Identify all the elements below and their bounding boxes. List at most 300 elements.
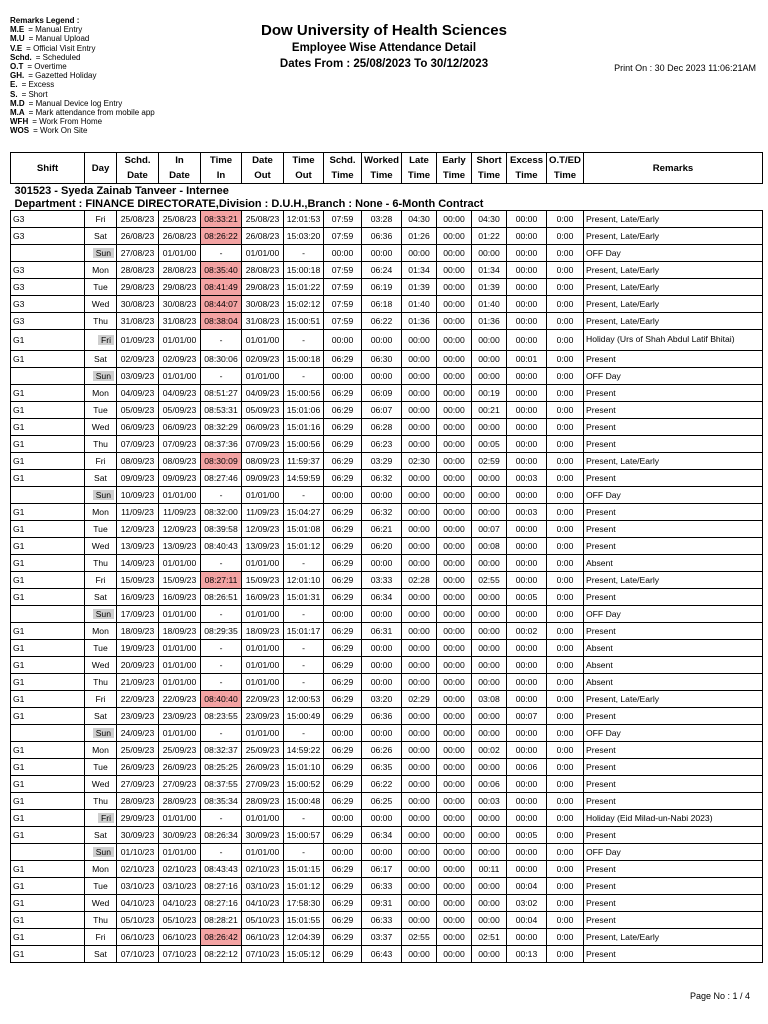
cell-schd-time: 06:29 [324,521,362,538]
cell-ot: 0:00 [547,453,584,470]
cell-time-in: - [201,245,242,262]
cell-time-out: 15:00:52 [284,776,324,793]
table-row [11,504,763,521]
cell-excess: 00:00 [507,674,547,691]
table-row [11,929,763,946]
cell-time-out: - [284,555,324,572]
cell-remarks: Present [584,861,763,878]
cell-time-in: - [201,810,242,827]
cell-excess: 00:00 [507,572,547,589]
cell-schd: 27/09/23 [117,776,159,793]
cell-in-date: 01/01/00 [159,725,201,742]
cell-short: 00:00 [472,827,507,844]
cell-date-out: 01/01/00 [242,555,284,572]
cell-time-in: 08:43:43 [201,861,242,878]
table-row [11,453,763,470]
cell-shift: G1 [11,691,85,708]
cell-short: 00:00 [472,708,507,725]
cell-in-date: 01/01/00 [159,245,201,262]
cell-shift [11,368,85,385]
cell-time-in: - [201,487,242,504]
cell-time-in: - [201,844,242,861]
cell-time-out: 15:01:06 [284,402,324,419]
cell-worked: 00:00 [362,640,402,657]
table-row [11,436,763,453]
cell-date-out: 04/10/23 [242,895,284,912]
cell-date-out: 07/09/23 [242,436,284,453]
cell-short: 00:00 [472,640,507,657]
cell-day: Fri [85,211,117,228]
cell-early: 00:00 [437,708,472,725]
cell-worked: 06:07 [362,402,402,419]
cell-schd: 18/09/23 [117,623,159,640]
cell-shift [11,487,85,504]
cell-remarks: Present, Late/Early [584,262,763,279]
cell-schd: 24/09/23 [117,725,159,742]
cell-schd-time: 07:59 [324,262,362,279]
table-row [11,878,763,895]
cell-ot: 0:00 [547,742,584,759]
cell-excess: 00:05 [507,589,547,606]
cell-schd: 16/09/23 [117,589,159,606]
cell-late: 00:00 [402,504,437,521]
cell-ot: 0:00 [547,725,584,742]
cell-worked: 06:36 [362,228,402,245]
column-header: Shift [11,153,85,184]
table-row [11,674,763,691]
cell-excess: 00:00 [507,521,547,538]
cell-ot: 0:00 [547,691,584,708]
column-header: Remarks [584,153,763,184]
cell-worked: 06:34 [362,827,402,844]
cell-day: Fri [85,929,117,946]
cell-in-date: 01/01/00 [159,368,201,385]
cell-late: 00:00 [402,793,437,810]
cell-time-in: 08:27:16 [201,895,242,912]
cell-remarks: Absent [584,640,763,657]
cell-worked: 06:33 [362,878,402,895]
cell-date-out: 07/10/23 [242,946,284,963]
cell-time-out: 15:03:20 [284,228,324,245]
cell-day: Mon [85,742,117,759]
legend-item: M.D = Manual Device log Entry [10,98,123,108]
cell-ot: 0:00 [547,827,584,844]
table-row [11,521,763,538]
cell-date-out: 13/09/23 [242,538,284,555]
cell-in-date: 31/08/23 [159,313,201,330]
report-title: Employee Wise Attendance Detail [291,42,477,54]
cell-remarks: Holiday (Eid Milad-un-Nabi 2023) [584,810,763,827]
cell-day: Tue [85,402,117,419]
cell-in-date: 06/09/23 [159,419,201,436]
print-timestamp: Print On : 30 Dec 2023 11:06:21AM [614,63,756,73]
cell-ot: 0:00 [547,708,584,725]
cell-short: 00:00 [472,674,507,691]
cell-in-date: 30/08/23 [159,296,201,313]
cell-date-out: 01/01/00 [242,657,284,674]
cell-day: Mon [85,861,117,878]
cell-schd-time: 06:29 [324,657,362,674]
cell-early: 00:00 [437,330,472,351]
cell-schd-time: 07:59 [324,296,362,313]
cell-excess: 00:00 [507,245,547,262]
cell-day: Fri [85,691,117,708]
cell-early: 00:00 [437,810,472,827]
cell-schd: 26/08/23 [117,228,159,245]
cell-time-in: 08:51:27 [201,385,242,402]
cell-day: Mon [85,504,117,521]
cell-early: 00:00 [437,504,472,521]
cell-excess: 00:00 [507,279,547,296]
cell-schd: 01/10/23 [117,844,159,861]
cell-ot: 0:00 [547,929,584,946]
cell-schd-time: 00:00 [324,368,362,385]
cell-time-out: 15:00:56 [284,436,324,453]
cell-time-in: 08:23:55 [201,708,242,725]
cell-excess: 00:00 [507,228,547,245]
cell-time-out: 12:00:53 [284,691,324,708]
cell-schd-time: 07:59 [324,313,362,330]
cell-schd: 03/09/23 [117,368,159,385]
table-row [11,470,763,487]
cell-short: 00:00 [472,878,507,895]
cell-shift: G1 [11,759,85,776]
cell-time-in: 08:26:34 [201,827,242,844]
cell-schd: 04/10/23 [117,895,159,912]
cell-late: 00:00 [402,623,437,640]
cell-shift: G3 [11,211,85,228]
cell-day: Mon [85,623,117,640]
column-header: Early [437,153,472,169]
cell-schd: 04/09/23 [117,385,159,402]
cell-remarks: Present [584,776,763,793]
cell-shift: G1 [11,742,85,759]
cell-early: 00:00 [437,878,472,895]
cell-schd: 08/09/23 [117,453,159,470]
cell-day: Sun [85,606,117,623]
cell-early: 00:00 [437,262,472,279]
legend-item: M.E = Manual Entry [10,25,83,35]
cell-in-date: 01/01/00 [159,330,201,351]
column-header: Day [85,153,117,184]
cell-time-in: - [201,555,242,572]
cell-remarks: Present, Late/Early [584,453,763,470]
cell-schd: 28/09/23 [117,793,159,810]
cell-worked: 03:33 [362,572,402,589]
cell-time-in: 08:35:34 [201,793,242,810]
cell-short: 01:39 [472,279,507,296]
cell-date-out: 16/09/23 [242,589,284,606]
cell-shift: G3 [11,313,85,330]
table-row [11,245,763,262]
cell-in-date: 25/09/23 [159,742,201,759]
cell-remarks: Present [584,708,763,725]
cell-late: 01:36 [402,313,437,330]
cell-late: 00:00 [402,708,437,725]
cell-worked: 06:32 [362,504,402,521]
cell-date-out: 06/09/23 [242,419,284,436]
column-header-sub: Time [362,168,402,184]
cell-date-out: 25/09/23 [242,742,284,759]
cell-shift: G1 [11,385,85,402]
cell-schd: 05/09/23 [117,402,159,419]
cell-remarks: Absent [584,674,763,691]
cell-worked: 00:00 [362,606,402,623]
cell-early: 00:00 [437,691,472,708]
cell-late: 00:00 [402,844,437,861]
cell-time-in: 08:53:31 [201,402,242,419]
cell-excess: 00:03 [507,504,547,521]
cell-time-out: - [284,810,324,827]
cell-excess: 00:00 [507,262,547,279]
cell-schd-time: 06:29 [324,776,362,793]
cell-time-in: 08:25:25 [201,759,242,776]
cell-date-out: 08/09/23 [242,453,284,470]
university-title: Dow University of Health Sciences [261,22,507,39]
cell-schd-time: 00:00 [324,487,362,504]
cell-excess: 03:02 [507,895,547,912]
cell-schd: 30/08/23 [117,296,159,313]
cell-ot: 0:00 [547,419,584,436]
cell-late: 00:00 [402,742,437,759]
cell-short: 02:59 [472,453,507,470]
cell-in-date: 28/09/23 [159,793,201,810]
cell-schd: 25/08/23 [117,211,159,228]
cell-remarks: Absent [584,657,763,674]
column-header-sub: In [201,168,242,184]
column-header-sub: Date [159,168,201,184]
cell-schd-time: 07:59 [324,228,362,245]
cell-ot: 0:00 [547,759,584,776]
column-header-sub: Time [547,168,584,184]
column-header: Worked [362,153,402,169]
cell-late: 04:30 [402,211,437,228]
cell-remarks: OFF Day [584,245,763,262]
cell-schd: 29/08/23 [117,279,159,296]
cell-short: 00:00 [472,330,507,351]
cell-worked: 00:00 [362,368,402,385]
cell-day: Wed [85,419,117,436]
cell-worked: 06:31 [362,623,402,640]
table-row [11,657,763,674]
cell-schd: 27/08/23 [117,245,159,262]
column-header-sub: Time [437,168,472,184]
cell-shift: G1 [11,419,85,436]
cell-time-out: 15:00:18 [284,262,324,279]
cell-worked: 06:20 [362,538,402,555]
cell-short: 00:00 [472,912,507,929]
cell-time-out: - [284,330,324,351]
cell-shift: G1 [11,572,85,589]
cell-date-out: 11/09/23 [242,504,284,521]
table-row [11,895,763,912]
cell-schd: 13/09/23 [117,538,159,555]
cell-worked: 00:00 [362,674,402,691]
cell-day: Sat [85,589,117,606]
cell-time-in: 08:40:40 [201,691,242,708]
cell-worked: 06:30 [362,351,402,368]
cell-shift: G1 [11,793,85,810]
cell-late: 01:40 [402,296,437,313]
cell-time-out: 15:01:08 [284,521,324,538]
cell-in-date: 28/08/23 [159,262,201,279]
column-header: O.T/ED [547,153,584,169]
cell-time-in: 08:30:09 [201,453,242,470]
cell-schd: 02/09/23 [117,351,159,368]
legend-item: M.U = Manual Upload [10,34,90,44]
cell-day: Thu [85,436,117,453]
cell-early: 00:00 [437,245,472,262]
cell-short: 00:00 [472,810,507,827]
cell-short: 00:00 [472,759,507,776]
cell-schd: 23/09/23 [117,708,159,725]
cell-worked: 06:17 [362,861,402,878]
cell-shift: G1 [11,810,85,827]
cell-worked: 09:31 [362,895,402,912]
cell-in-date: 15/09/23 [159,572,201,589]
cell-day: Sat [85,708,117,725]
cell-date-out: 05/10/23 [242,912,284,929]
cell-day: Wed [85,657,117,674]
cell-early: 00:00 [437,368,472,385]
cell-short: 00:00 [472,606,507,623]
cell-shift [11,606,85,623]
cell-short: 00:00 [472,351,507,368]
cell-ot: 0:00 [547,555,584,572]
cell-schd-time: 06:29 [324,589,362,606]
cell-early: 00:00 [437,725,472,742]
cell-shift: G1 [11,657,85,674]
cell-remarks: Present, Late/Early [584,572,763,589]
cell-short: 00:00 [472,555,507,572]
cell-shift: G1 [11,555,85,572]
cell-excess: 00:00 [507,742,547,759]
cell-shift: G1 [11,827,85,844]
cell-short: 00:08 [472,538,507,555]
cell-in-date: 07/09/23 [159,436,201,453]
cell-worked: 06:09 [362,385,402,402]
cell-time-out: 12:04:39 [284,929,324,946]
table-row [11,419,763,436]
table-row [11,640,763,657]
cell-day: Thu [85,912,117,929]
cell-remarks: Present, Late/Early [584,929,763,946]
cell-schd-time: 06:29 [324,861,362,878]
cell-time-in: 08:26:42 [201,929,242,946]
cell-date-out: 25/08/23 [242,211,284,228]
cell-date-out: 30/08/23 [242,296,284,313]
cell-shift: G1 [11,538,85,555]
cell-date-out: 02/09/23 [242,351,284,368]
cell-time-out: 11:59:37 [284,453,324,470]
cell-schd: 07/09/23 [117,436,159,453]
cell-worked: 06:22 [362,313,402,330]
cell-time-in: - [201,657,242,674]
cell-schd-time: 06:29 [324,759,362,776]
cell-schd-time: 07:59 [324,279,362,296]
cell-schd: 26/09/23 [117,759,159,776]
cell-short: 01:40 [472,296,507,313]
cell-worked: 06:36 [362,708,402,725]
cell-late: 00:00 [402,810,437,827]
cell-time-out: - [284,245,324,262]
cell-worked: 06:28 [362,419,402,436]
column-header-sub: Out [242,168,284,184]
cell-schd: 01/09/23 [117,330,159,351]
legend-item: E. = Excess [10,80,55,90]
cell-short: 00:00 [472,368,507,385]
cell-remarks: Present [584,878,763,895]
cell-schd-time: 06:29 [324,674,362,691]
cell-short: 00:06 [472,776,507,793]
cell-schd: 09/09/23 [117,470,159,487]
cell-day: Thu [85,313,117,330]
cell-schd: 19/09/23 [117,640,159,657]
cell-worked: 06:23 [362,436,402,453]
cell-shift: G1 [11,946,85,963]
cell-time-in: 08:32:37 [201,742,242,759]
cell-day: Tue [85,521,117,538]
cell-worked: 00:00 [362,245,402,262]
cell-shift: G1 [11,861,85,878]
cell-schd-time: 06:29 [324,946,362,963]
cell-remarks: Present [584,759,763,776]
cell-in-date: 12/09/23 [159,521,201,538]
cell-in-date: 04/10/23 [159,895,201,912]
table-row [11,228,763,245]
cell-date-out: 23/09/23 [242,708,284,725]
cell-in-date: 25/08/23 [159,211,201,228]
attendance-table [10,152,763,963]
legend-item: GH. = Gazetted Holiday [10,71,97,81]
cell-date-out: 29/08/23 [242,279,284,296]
cell-excess: 00:00 [507,385,547,402]
cell-short: 00:00 [472,844,507,861]
cell-shift: G1 [11,912,85,929]
cell-day: Thu [85,555,117,572]
cell-time-in: - [201,725,242,742]
cell-in-date: 05/09/23 [159,402,201,419]
cell-remarks: Present, Late/Early [584,211,763,228]
cell-date-out: 01/01/00 [242,810,284,827]
cell-time-in: 08:28:21 [201,912,242,929]
cell-late: 00:00 [402,759,437,776]
cell-early: 00:00 [437,742,472,759]
cell-worked: 06:26 [362,742,402,759]
cell-excess: 00:05 [507,827,547,844]
cell-in-date: 30/09/23 [159,827,201,844]
cell-day: Mon [85,262,117,279]
cell-schd-time: 00:00 [324,810,362,827]
cell-remarks: Present, Late/Early [584,228,763,245]
cell-excess: 00:00 [507,296,547,313]
cell-remarks: Present [584,385,763,402]
cell-time-out: 15:05:12 [284,946,324,963]
cell-excess: 00:01 [507,351,547,368]
cell-schd: 15/09/23 [117,572,159,589]
cell-schd-time: 06:29 [324,572,362,589]
cell-schd-time: 06:29 [324,623,362,640]
cell-remarks: Absent [584,555,763,572]
cell-in-date: 02/09/23 [159,351,201,368]
cell-in-date: 18/09/23 [159,623,201,640]
cell-in-date: 08/09/23 [159,453,201,470]
cell-schd-time: 00:00 [324,606,362,623]
cell-short: 01:36 [472,313,507,330]
cell-late: 00:00 [402,555,437,572]
cell-short: 03:08 [472,691,507,708]
cell-worked: 06:24 [362,262,402,279]
